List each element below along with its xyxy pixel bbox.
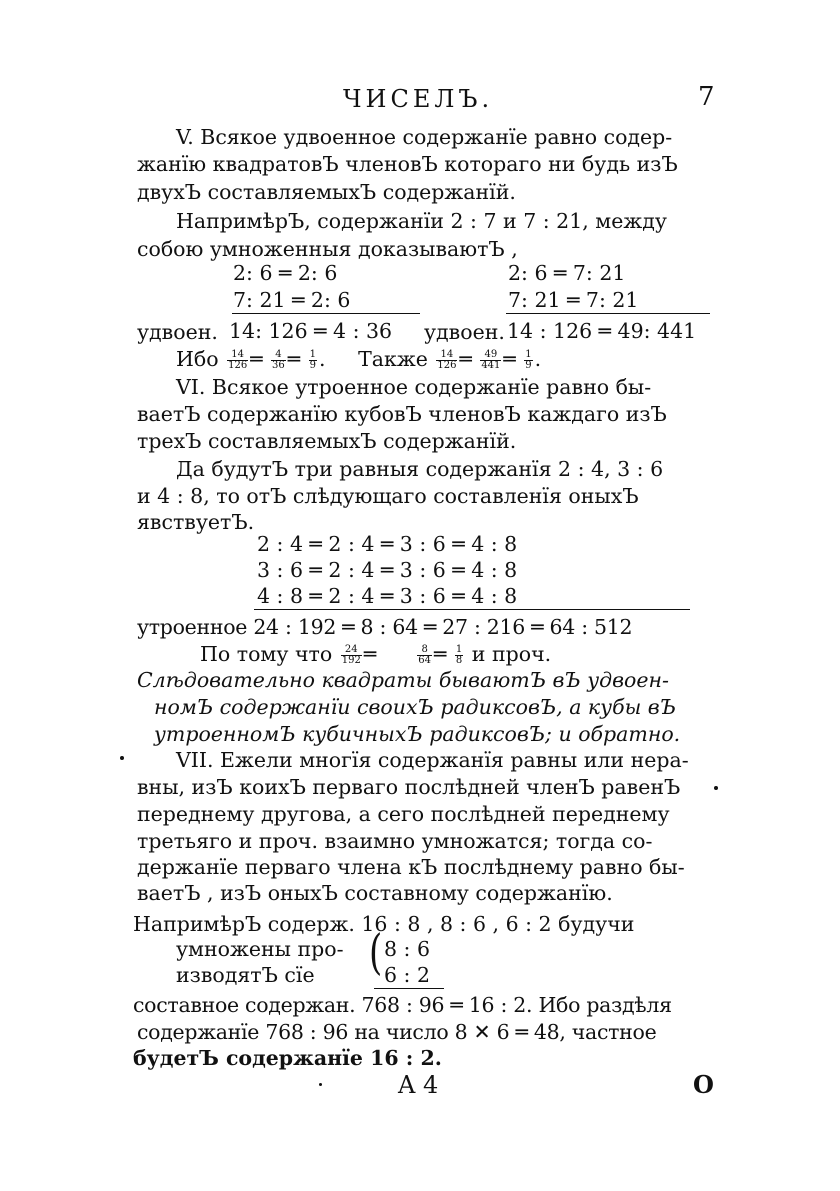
sec6-line4: Да будутЪ три равныя содержанïя 2 : 4, 3 : 6 — [176, 457, 664, 481]
sec7-line2: вны, изЪ коихЪ перваго послѣдней членЪ равенЪ — [137, 775, 681, 799]
sec5-result-right: 14 : 126 ═ 49: 441 — [507, 319, 697, 343]
fraction: $\frac{14}{126}$ — [228, 349, 248, 371]
sec5-ibo-line: Ибо $\frac{14}{126}$ ═ $\frac{4}{36}$ ═ $\frac{1}{9}$ . Также $\frac{14}{126}$ ═ $\frac{49}{441}$ ═ $\frac{1}{9}$ . — [176, 347, 542, 371]
sec6-po-tomu-line: По тому что $\frac{24}{192}$ ═ $\frac{8}{64}$ ═ $\frac{1}{8}$ и проч. — [200, 642, 552, 666]
sec6-line5: и 4 : 8, то отЪ слѣдующаго составленïя оныхЪ — [137, 484, 639, 508]
sec7-example-line5: содержанïе 768 : 96 на число 8 ✕ 6 ═ 48, частное — [137, 1020, 657, 1044]
sec7-product-rule — [374, 988, 444, 989]
sec7-product-row1: 8 : 6 — [384, 937, 431, 961]
sec6-line3: трехЪ составляемыхЪ содержанïй. — [137, 429, 517, 453]
signature-mark: A 4 — [398, 1071, 439, 1099]
sec5-line5: собою умноженныя доказываютЪ , — [137, 237, 518, 261]
sec6-italic2: номЪ содержанïи своихЪ радиксовЪ, а кубы вЪ — [154, 695, 677, 719]
sec5-row1-left: 2: 6 ═ 2: 6 — [233, 261, 338, 285]
sec7-example-line1: НапримѣрЪ содерж. 16 : 8 , 8 : 6 , 6 : 2 будучи — [133, 912, 635, 936]
sec6-sum-rule — [254, 609, 690, 610]
catchword: O — [693, 1070, 714, 1099]
sec6-result: утроенное 24 : 192 ═ 8 : 64 ═ 27 : 216 ═ 64 : 512 — [137, 615, 633, 639]
sec7-line6: ваетЪ , изЪ оныхЪ составному содержанïю. — [137, 881, 613, 905]
sec6-line1: VI. Всякое утроенное содержанïе равно бы- — [176, 375, 652, 399]
takozhde-label: Также — [358, 347, 428, 371]
i-proch-label: и проч. — [471, 642, 552, 666]
sec5-sum-rule-left — [232, 313, 420, 314]
ibo-label: Ибо — [176, 347, 219, 371]
running-title: ЧИСЕЛЪ. — [343, 85, 494, 113]
sec6-row1: 2 : 4 ═ 2 : 4 ═ 3 : 6 ═ 4 : 8 — [257, 532, 518, 556]
sec7-line5: держанïе перваго члена кЪ послѣднему равно бы- — [137, 855, 685, 879]
sec6-line2: ваетЪ содержанïю кубовЪ членовЪ каждаго изЪ — [137, 402, 667, 426]
sec5-line3: двухЪ составляемыхЪ содержанïй. — [137, 180, 516, 204]
sec5-result-label: удвоен. — [137, 320, 218, 344]
printer-mark — [319, 1083, 322, 1086]
page-number: 7 — [698, 82, 715, 112]
po-tomu-label: По тому что — [200, 642, 333, 666]
margin-mark — [120, 756, 124, 760]
sec7-line1: VII. Ежели многïя содержанïя равны или нера- — [176, 748, 689, 772]
brace-glyph: ( — [369, 925, 383, 981]
sec7-example-line2: умножены про- — [176, 937, 344, 961]
sec7-product-row2: 6 : 2 — [384, 963, 431, 987]
sec6-line6: явствуетЪ. — [137, 510, 255, 534]
sec6-italic3: утроенномЪ кубичныхЪ радиксовЪ; и обратно. — [154, 722, 681, 746]
sec7-example-line6: будетЪ содержанïе 16 : 2. — [133, 1046, 442, 1070]
sec6-row2: 3 : 6 ═ 2 : 4 ═ 3 : 6 ═ 4 : 8 — [257, 558, 518, 582]
sec7-line4: третьяго и проч. взаимно умножатся; тогда со- — [137, 829, 653, 853]
sec7-line3: переднему другова, а сего послѣдней переднему — [137, 802, 670, 826]
fraction: $\frac{1}{8}$ — [455, 644, 463, 666]
fraction: $\frac{8}{64}$ — [418, 644, 431, 666]
fraction: $\frac{49}{441}$ — [481, 349, 501, 371]
fraction: $\frac{1}{9}$ — [309, 349, 317, 371]
sec5-sum-rule-right — [506, 313, 710, 314]
sec6-row3: 4 : 8 ═ 2 : 4 ═ 3 : 6 ═ 4 : 8 — [257, 584, 518, 608]
sec5-row1-right: 2: 6 ═ 7: 21 — [508, 261, 626, 285]
fraction: $\frac{14}{126}$ — [437, 349, 457, 371]
sec5-line1: V. Всякое удвоенное содержанïе равно содер- — [176, 125, 673, 149]
sec5-row2-right: 7: 21 ═ 7: 21 — [508, 288, 639, 312]
fraction: $\frac{24}{192}$ — [341, 644, 361, 666]
fraction: $\frac{4}{36}$ — [272, 349, 285, 371]
fraction: $\frac{1}{9}$ — [525, 349, 532, 371]
sec7-example-line4: составное содержан. 768 : 96 ═ 16 : 2. Ибо раздѣля — [133, 993, 672, 1017]
sec5-line2: жанïю квадратовЪ членовЪ котораго ни будь изЪ — [137, 152, 678, 176]
sec6-italic1: Слѣдовательно квадраты бываютЪ вЪ удвоен- — [137, 668, 669, 692]
sec5-result-left: 14: 126 ═ 4 : 36 — [229, 319, 393, 343]
margin-mark — [714, 786, 718, 790]
sec5-row2-left: 7: 21 ═ 2: 6 — [233, 288, 351, 312]
sec5-result-label-2: удвоен. — [424, 320, 505, 344]
sec7-example-line3: изводятЪ сïе — [176, 963, 315, 987]
sec5-line4: НапримѣрЪ, содержанïи 2 : 7 и 7 : 21, между — [176, 209, 667, 233]
